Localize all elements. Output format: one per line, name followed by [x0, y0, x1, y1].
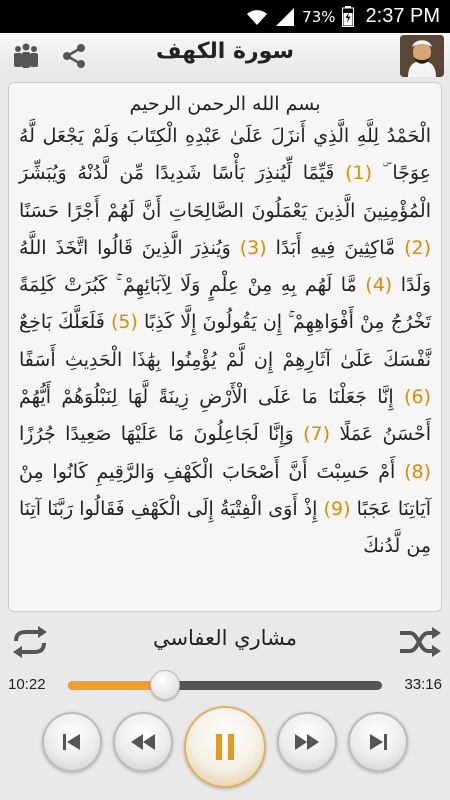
shuffle-icon[interactable] [398, 622, 442, 662]
fast-forward-icon [279, 714, 335, 770]
reciter-name: مشاري العفاسي [152, 626, 298, 650]
surah-text-panel[interactable] [8, 82, 442, 612]
previous-track-button[interactable] [42, 712, 102, 772]
verse-number: (9) [323, 497, 351, 520]
next-track-button[interactable] [348, 712, 408, 772]
pause-button[interactable] [184, 706, 266, 788]
verse-text: مَّا لَهُم بِهِ مِنْ عِلْمٍ وَلَا لِآبَائِهِمْ ۚ كَبُرَتْ كَلِمَةً تَخْرُجُ مِنْ أَفْوَاهِهِمْ ۚ إِن يَقُولُونَ إِلَّا كَذِبًا [19, 274, 431, 334]
seek-thumb[interactable] [150, 670, 180, 700]
verse-text: مَّاكِثِينَ فِيهِ أَبَدًا [275, 236, 396, 259]
verse-text: وَيُنذِرَ الَّذِينَ قَالُوا اتَّخَذَ اللَّهُ وَلَدًا [19, 236, 431, 297]
seek-track[interactable] [68, 681, 382, 690]
wifi-icon [246, 8, 268, 26]
verse-number: (8) [404, 460, 431, 483]
verse-text: الْحَمْدُ لِلَّهِ الَّذِي أَنزَلَ عَلَىٰ عَبْدِهِ الْكِتَابَ وَلَمْ يَجْعَل لَّهُ عِوَجًا ۜ [19, 125, 432, 185]
verse-number: (7) [303, 423, 331, 446]
verses-text [9, 115, 441, 566]
fast-forward-button[interactable] [277, 712, 337, 772]
pause-icon [186, 708, 264, 786]
surah-title: سورة الكهف [155, 39, 295, 64]
verse-number: (6) [404, 386, 431, 409]
verse-number: (2) [404, 236, 431, 259]
rewind-button[interactable] [113, 712, 173, 772]
reciter-avatar[interactable] [400, 35, 444, 77]
battery-percent: 73% [302, 7, 336, 26]
verse-text: إِنَّا جَعَلْنَا مَا عَلَى الْأَرْضِ زِينَةً لَّهَا لِنَبْلُوَهُمْ أَيُّهُمْ أَحْسَنُ عَمَلًا [19, 386, 431, 446]
verse-number: (4) [365, 274, 393, 297]
verse-number: (5) [111, 311, 138, 334]
skip-previous-icon [44, 714, 100, 770]
skip-next-icon [350, 714, 406, 770]
app-header [0, 33, 450, 78]
bismillah: بسم الله الرحمن الرحيم [129, 93, 321, 115]
status-bar [0, 0, 450, 33]
status-time: 2:37 PM [365, 5, 440, 27]
rewind-icon [115, 714, 171, 770]
verse-text: وَإِنَّا لَجَاعِلُونَ مَا عَلَيْهَا صَعِيدًا جُرُزًا [19, 423, 294, 446]
elapsed-time: 10:22 [8, 676, 46, 693]
verse-text: قَيِّمًا لِّيُنذِرَ بَأْسًا شَدِيدًا مِّن لَّدُنْهُ وَيُبَشِّرَ الْمُؤْمِنِينَ الَّذِينَ يَعْمَلُونَ الصَّالِحَاتِ أَنَّ لَهُمْ أَجْرًا حَسَنًا [19, 162, 431, 222]
battery-icon [342, 6, 354, 27]
signal-icon [274, 7, 296, 27]
player-controls-top [0, 616, 450, 666]
verse-text: أَمْ حَسِبْتَ أَنَّ أَصْحَابَ الْكَهْفِ وَالرَّقِيمِ كَانُوا مِنْ آيَاتِنَا عَجَبًا [19, 460, 431, 520]
verse-text: فَلَعَلَّكَ بَاخِعٌ نَّفْسَكَ عَلَىٰ آثَارِهِمْ إِن لَّمْ يُؤْمِنُوا بِهَٰذَا الْحَدِيثِ أَسَفًا [19, 311, 431, 371]
total-time: 33:16 [404, 676, 442, 693]
verse-text: إِذْ أَوَى الْفِتْيَةُ إِلَى الْكَهْفِ فَقَالُوا رَبَّنَا آتِنَا مِن لَّدُنكَ [19, 497, 431, 558]
verse-number: (1) [345, 162, 373, 185]
verse-number: (3) [239, 236, 267, 259]
